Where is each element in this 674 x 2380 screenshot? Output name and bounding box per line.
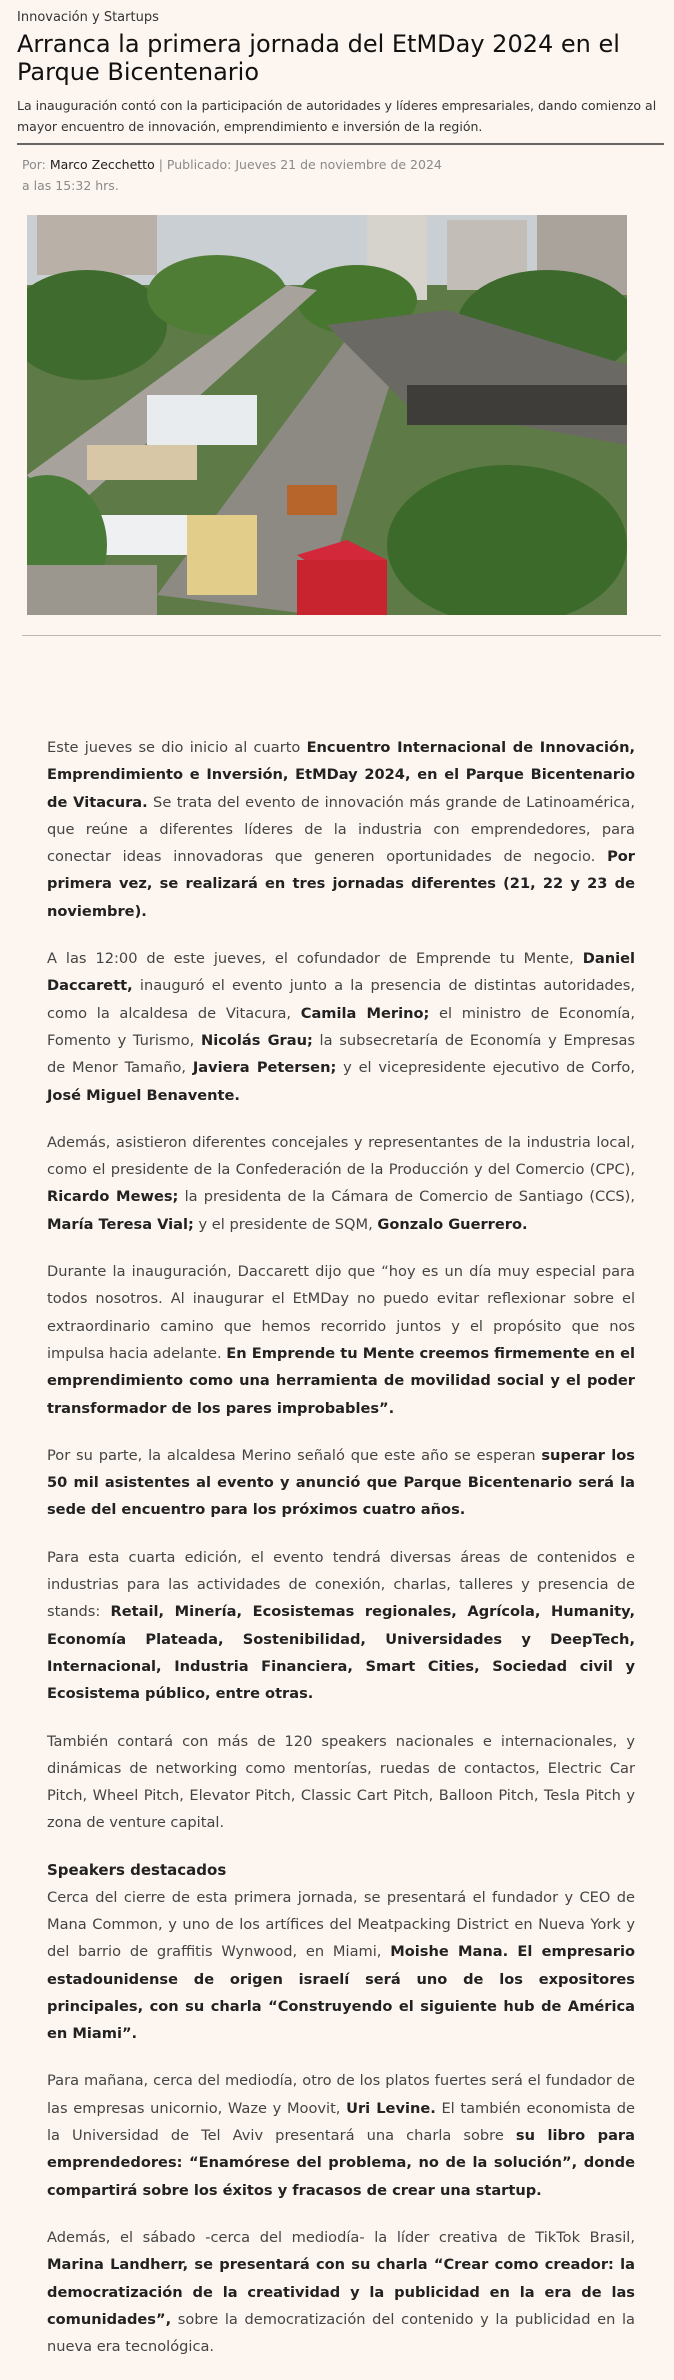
- image-divider: [22, 635, 661, 636]
- paragraph-7: [47, 1728, 635, 1837]
- bold-text: superar los 50 mil asistentes al evento y anunció que Parque Bicentenario será la sede del encuentro para los próximos cuatro años.: [47, 1446, 635, 1519]
- text-run: Para esta cuarta edición, el evento tendrá diversas áreas de contenidos e industrias para las actividades de conexión, charlas, talleres y presencia de stands:: [47, 1548, 635, 1621]
- bold-text: Javiera Petersen;: [192, 1059, 337, 1077]
- text-run: Además, asistieron diferentes concejales y representantes de la industria local, como el presidente de la Confederación de la Producción y del Comercio (CPC),: [47, 1133, 635, 1179]
- byline-separator: |: [158, 157, 163, 172]
- author-name[interactable]: Marco Zecchetto: [49, 157, 155, 172]
- text-run: El también economista de la Universidad de Tel Aviv presentará una charla sobre: [47, 2099, 635, 2145]
- paragraph-5: [47, 1442, 635, 1524]
- bold-text: Camila Merino;: [300, 1004, 430, 1022]
- bold-text: Nicolás Grau;: [201, 1031, 313, 1049]
- hero-photo-illustration: [27, 215, 627, 615]
- bold-text: Retail, Minería, Ecosistemas regionales, Agrícola, Humanity, Economía Plateada, Sostenibilidad, Universidades y DeepTech, Internacional, Industria Financiera, Smart Cities, Sociedad civil y Ecosistema público, entre otras.: [47, 1603, 635, 1703]
- bold-text: En Emprende tu Mente creemos firmemente en el emprendimiento como una herramienta de movilidad social y el poder transformador de los pares improbables”.: [47, 1344, 635, 1417]
- text-run: Para mañana, cerca del mediodía, otro de los platos fuertes será el fundador de las empresas unicornio, Waze y Moovit,: [47, 2072, 635, 2117]
- text-run: y el vicepresidente ejecutivo de Corfo,: [336, 1059, 635, 1077]
- article-body: [47, 734, 635, 2380]
- bold-text: su libro para emprendedores: “Enamórese del problema, no de la solución”, donde compartirá sobre los éxitos y fracasos de crear una startup.: [47, 2127, 635, 2199]
- text-run: También contará con más de 120 speakers nacionales e internacionales, y dinámicas de networking como mentorías, ruedas de contactos, Electric Car Pitch, Wheel Pitch, Elevator Pitch, Classic Cart Pitch, Balloon Pitch, Tesla Pitch y zona de venture capital.: [47, 1732, 635, 1832]
- text-run: Por su parte, la alcaldesa Merino señaló que este año se esperan: [47, 1446, 542, 1464]
- byline-prefix: Por:: [22, 157, 46, 172]
- bold-text: María Teresa Vial;: [47, 1215, 194, 1233]
- paragraph-6: [47, 1544, 635, 1708]
- text-run: Cerca del cierre de esta primera jornada, se presentará el fundador y CEO de Mana Common, y uno de los artífices del Meatpacking District en Nueva York y del barrio de graffitis Wynwood, en Miami,: [47, 1888, 635, 1961]
- bold-text: Por primera vez, se realizará en tres jornadas diferentes (21, 22 y 23 de noviembre).: [47, 848, 635, 920]
- text-run: Este jueves se dio inicio al cuarto: [47, 739, 307, 756]
- bold-text: Encuentro Internacional de Innovación, Emprendimiento e Inversión, EtMDay 2024, en el Parque Bicentenario de Vitacura.: [47, 739, 636, 811]
- text-run: Se trata del evento de innovación más grande de Latinoamérica, que reúne a diferentes líderes de la industria con emprendedores, para conectar ideas innovadoras que generen oportunidades de negocio.: [47, 793, 635, 866]
- subheading-speakers: Speakers destacados: [47, 1860, 227, 1879]
- text-run: la presidenta de la Cámara de Comercio de Santiago (CCS),: [178, 1188, 636, 1206]
- text-run: Además, el sábado -cerca del mediodía- la líder creativa de TikTok Brasil,: [47, 2228, 635, 2246]
- paragraph-3: [47, 1129, 635, 1238]
- paragraph-9: [47, 2067, 635, 2203]
- bold-text: José Miguel Benavente.: [47, 1086, 240, 1104]
- bold-text: Marina Landherr, se presentará con su charla “Crear como creador: la democratización de la creatividad y la publicidad en la era de las comunidades”,: [47, 2256, 635, 2328]
- header-divider: [17, 143, 664, 145]
- bold-text: Ricardo Mewes;: [47, 1188, 179, 1206]
- paragraph-4: [47, 1258, 635, 1422]
- bold-text: Uri Levine.: [346, 2099, 436, 2117]
- text-run: sobre la democratización del contenido y la publicidad en la nueva era tecnológica.: [47, 2310, 635, 2356]
- text-run: y el presidente de SQM,: [193, 1215, 378, 1233]
- byline: [22, 154, 442, 196]
- paragraph-8: [47, 1884, 635, 2048]
- bold-text: Daniel Daccarett,: [47, 950, 635, 995]
- paragraph-1: [47, 734, 635, 925]
- text-run: inauguró el evento junto a la presencia de distintas autoridades, como la alcaldesa de Vitacura,: [47, 977, 635, 1022]
- paragraph-10: [47, 2224, 635, 2360]
- bold-text: Moishe Mana. El empresario estadounidense de origen israelí será uno de los expositores principales, con su charla “Construyendo el siguiente hub de América en Miami”.: [47, 1943, 636, 2043]
- text-run: Durante la inauguración, Daccarett dijo que “hoy es un día muy especial para todos nosotros. Al inaugurar el EtMDay no puedo evitar reflexionar sobre el extraordinario camino que hemos recorrido juntos y el propósito que nos impulsa hacia adelante.: [47, 1263, 635, 1362]
- hero-photo: [27, 215, 627, 615]
- publish-date: Publicado: Jueves 21 de noviembre de 2024 a las 15:32 hrs.: [22, 157, 442, 193]
- article-lede: La inauguración contó con la participación de autoridades y líderes empresariales, dando comienzo al mayor encuentro de innovación, emprendimiento e inversión de la región.: [17, 98, 657, 134]
- paragraph-2: [47, 945, 635, 1109]
- bold-text: Gonzalo Guerrero.: [377, 1215, 528, 1233]
- text-run: A las 12:00 de este jueves, el cofundador de Emprende tu Mente,: [47, 950, 583, 968]
- section-label[interactable]: Innovación y Startups: [17, 10, 159, 25]
- article-title: Arranca la primera jornada del EtMDay 2024 en el Parque Bicentenario: [17, 30, 620, 86]
- text-run: el ministro de Economía, Fomento y Turismo,: [47, 1004, 636, 1049]
- text-run: la subsecretaría de Economía y Empresas de Menor Tamaño,: [47, 1031, 636, 1077]
